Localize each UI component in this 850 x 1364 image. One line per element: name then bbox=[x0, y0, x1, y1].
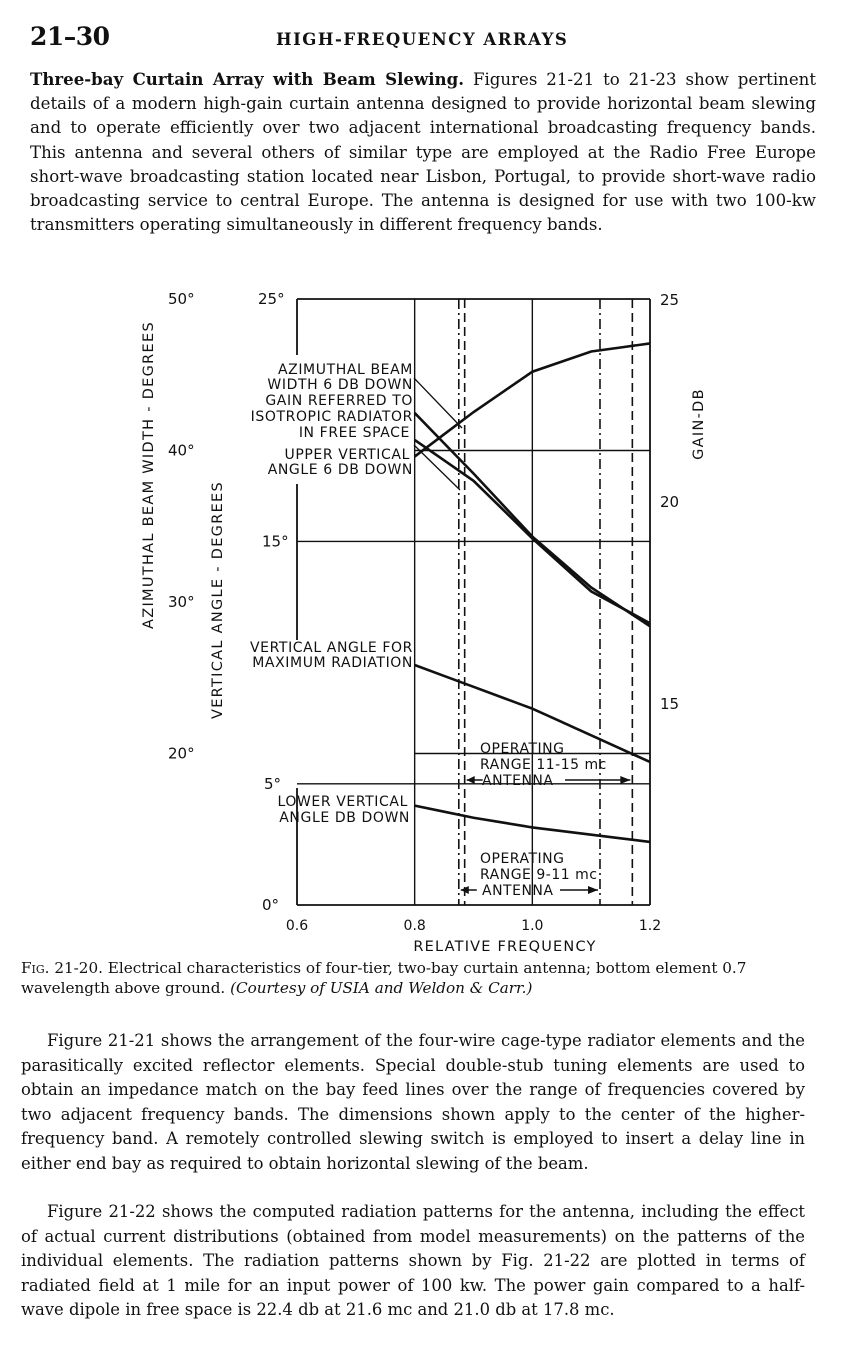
x-tick-label: 0.6 bbox=[285, 918, 309, 934]
vertical-angle-tick-label: 25° bbox=[258, 290, 285, 308]
label-azimuthal-beam-line1: AZIMUTHAL BEAM bbox=[277, 362, 413, 378]
page-number: 21–30 bbox=[30, 22, 110, 51]
label-gain-line1: GAIN REFERRED TO bbox=[265, 393, 413, 409]
azimuth-axis-title: AZIMUTHAL BEAM WIDTH - DEGREES bbox=[141, 321, 157, 629]
label-max-radiation-line1: VERTICAL ANGLE FOR bbox=[249, 640, 413, 656]
label-lower-angle-line1: LOWER VERTICAL bbox=[277, 794, 408, 810]
range-9-11-arrowhead-right bbox=[588, 886, 598, 894]
gain-tick-label: 20 bbox=[660, 493, 680, 511]
range-11-15-arrowhead-left bbox=[467, 776, 475, 784]
label-azimuthal-beam-line2: WIDTH 6 DB DOWN bbox=[267, 377, 413, 393]
figure-caption bbox=[21, 958, 811, 998]
gain-tick-label: 25 bbox=[660, 291, 680, 309]
chart-labels bbox=[141, 290, 707, 955]
azimuth-tick-label: 40° bbox=[168, 441, 195, 460]
x-tick-label: 1.2 bbox=[638, 918, 662, 934]
vertical-angle-axis-title: VERTICAL ANGLE - DEGREES bbox=[210, 480, 226, 720]
vertical-angle-tick-label: 0° bbox=[262, 896, 280, 914]
range-9-11-label-line2: RANGE 9-11 mc bbox=[480, 867, 598, 883]
page-header bbox=[30, 22, 820, 58]
x-axis-title: RELATIVE FREQUENCY bbox=[413, 939, 597, 955]
label-lower-angle-line2: ANGLE DB DOWN bbox=[279, 810, 410, 826]
range-11-15-label-line2: RANGE 11-15 mc bbox=[480, 757, 607, 773]
range-11-15-arrowhead-right bbox=[620, 776, 630, 784]
operating-range-markers bbox=[459, 299, 633, 905]
range-11-15-label-line3: ANTENNA bbox=[482, 773, 554, 789]
gain-axis-title: GAIN-DB bbox=[691, 388, 707, 460]
vertical-angle-tick-label: 15° bbox=[262, 532, 289, 551]
caption-courtesy: (Courtesy of USIA and Weldon & Carr.) bbox=[230, 979, 533, 997]
intro-text: Figures 21-21 to 21-23 show pertinent details of a modern high-gain curtain antenna designed to provide horizontal beam slewing and to operate efficiently over two adjacent international broadcasting frequency bands. This antenna and several others of similar type are employed at the Radio Free Europe short-wave broadcasting station located near Lisbon, Portugal, to provide short-wave radio broadcasting service to central Europe. The antenna is designed for use with two 100-kw transmitters operating simultaneously in different frequency bands. bbox=[30, 70, 817, 235]
range-9-11-label-line3: ANTENNA bbox=[482, 883, 554, 899]
label-upper-angle-line1: UPPER VERTICAL bbox=[284, 447, 410, 463]
figure-label: Fig. 21-20. bbox=[21, 959, 103, 977]
range-9-11-label-line1: OPERATING bbox=[480, 851, 565, 867]
run-in-heading: Three-bay Curtain Array with Beam Slewing. bbox=[30, 69, 465, 89]
body-paragraph-2: Figure 21-22 shows the computed radiation patterns for the antenna, including the effect of actual current distributions (obtained from model measurements) on the patterns of the individual elements. The radiation patterns shown by Fig. 21-22 are plotted in terms of radiated field at 1 mile for an input power of 100 kw. The power gain compared to a half-wave dipole in free space is 22.4 db at 21.6 mc and 21.0 db at 17.8 mc. bbox=[21, 1202, 805, 1320]
figure-chart bbox=[0, 270, 850, 960]
running-title: HIGH-FREQUENCY ARRAYS bbox=[276, 30, 569, 49]
caption-text: Electrical characteristics of four-tier, two-bay curtain antenna; bottom element 0.7 wavelength above ground. bbox=[21, 959, 747, 997]
azimuth-tick-label: 20° bbox=[168, 744, 195, 763]
body-paragraph-1: Figure 21-21 shows the arrangement of the four-wire cage-type radiator elements and the parasitically excited reflector elements. Special double-stub tuning elements are used to obtain an impedance match on the bay feed lines over the range of frequencies covered by two adjacent frequency bands. The dimensions shown apply to the center of the higher-frequency band. A remotely controlled slewing switch is employed to insert a delay line in either end bay as required to obtain horizontal slewing of the beam. bbox=[21, 1031, 805, 1173]
vertical-angle-tick-label: 5° bbox=[264, 774, 282, 793]
gain-tick-label: 15 bbox=[660, 695, 680, 713]
label-max-radiation-line2: MAXIMUM RADIATION bbox=[252, 655, 413, 671]
label-upper-angle-line2: ANGLE 6 DB DOWN bbox=[267, 462, 413, 478]
label-gain-line3: IN FREE SPACE bbox=[298, 425, 410, 441]
x-tick-label: 1.0 bbox=[521, 918, 544, 934]
azimuth-tick-label: 50° bbox=[168, 290, 195, 308]
x-tick-label: 0.8 bbox=[403, 918, 426, 934]
intro-paragraph bbox=[30, 67, 816, 237]
label-gain-line2: ISOTROPIC RADIATOR bbox=[250, 409, 413, 425]
azimuth-tick-label: 30° bbox=[168, 593, 195, 611]
range-11-15-label-line1: OPERATING bbox=[480, 741, 565, 757]
